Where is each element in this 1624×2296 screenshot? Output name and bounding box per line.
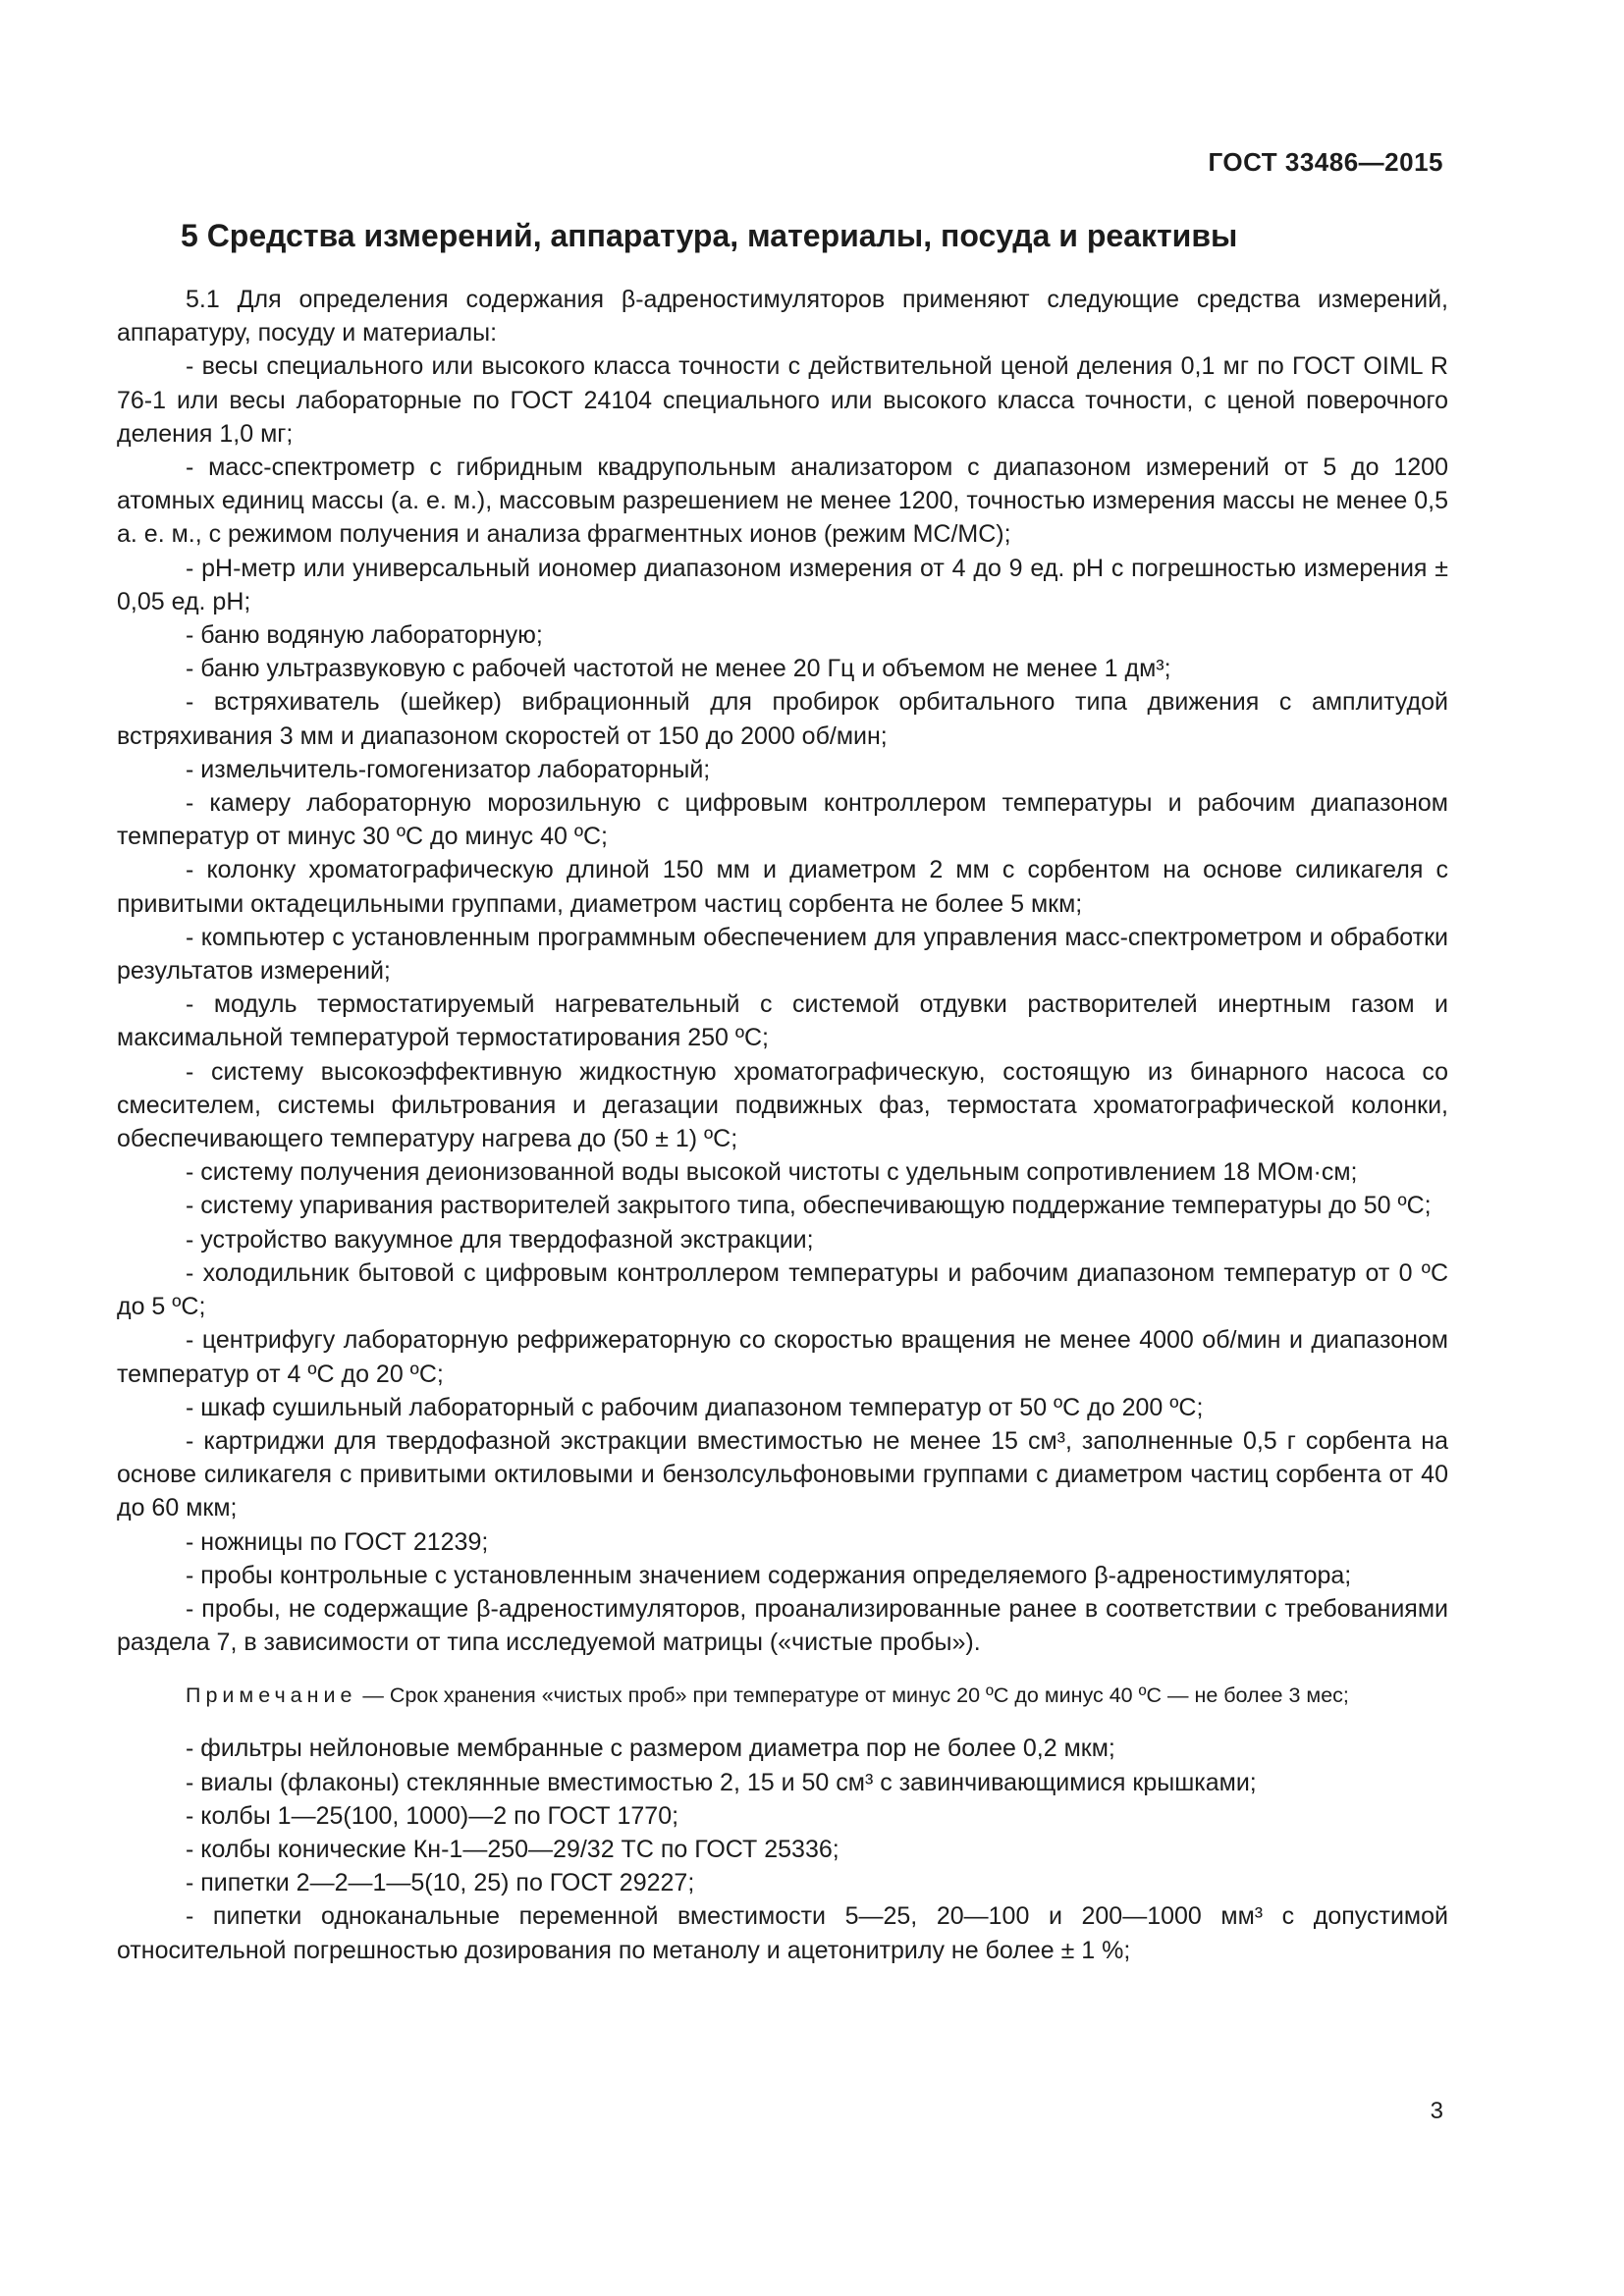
list-item: - систему получения деионизованной воды высокой чистоты с удельным сопротивлением 18 МОм·см; (186, 1158, 1358, 1187)
section-title: 5 Средства измерений, аппаратура, материалы, посуда и реактивы (181, 218, 1238, 253)
list-item: - систему упаривания растворителей закрытого типа, обеспечивающую поддержание температуры до 50 ºС; (186, 1192, 1432, 1220)
list-item: - картриджи для твердофазной экстракции вместимостью не менее 15 см³, заполненные 0,5 г сорбента на основе силикагеля с привитыми октиловыми и бензолсульфоновыми группами с диаметром частиц сорбента от 40 до 60 мкм; (117, 1426, 1448, 1522)
list-item: - пипетки 2—2—1—5(10, 25) по ГОСТ 29227; (186, 1869, 695, 1897)
document-number: ГОСТ 33486—2015 (1208, 147, 1443, 177)
note-label: Примечание (186, 1683, 357, 1708)
list-item: - колонку хроматографическую длиной 150 мм и диаметром 2 мм с сорбентом на основе силикагеля с привитыми октадецильными группами, диаметром частиц сорбента не более 5 мкм; (117, 856, 1448, 918)
list-item: - центрифугу лабораторную рефрижераторную со скоростью вращения не менее 4000 об/мин и диапазоном температур от 4 ºС до 20 ºС; (117, 1326, 1448, 1388)
list-item: - масс-спектрометр с гибридным квадрупольным анализатором с диапазоном измерений от 5 до 1200 атомных единиц массы (а. е. м.), массовым разрешением не менее 1200, точностью измерения массы не менее 0,5 а. е. м., с режимом получения и анализа фрагментных ионов (режим МС/МС); (117, 454, 1448, 549)
list-item: - pH-метр или универсальный иономер диапазоном измерения от 4 до 9 ед. pH с погрешностью измерения ± 0,05 ед. pH; (117, 554, 1448, 615)
list-item: - фильтры нейлоновые мембранные с размером диаметра пор не более 0,2 мкм; (186, 1735, 1115, 1763)
paragraph: 5.1 Для определения содержания β-адреностимуляторов применяют следующие средства измерений, аппаратуру, посуду и материалы: (117, 286, 1448, 347)
list-item: - устройство вакуумное для твердофазной экстракции; (186, 1225, 814, 1254)
note-text: — Срок хранения «чистых проб» при температуре от минус 20 ºС до минус 40 ºС — не более 3 мес; (356, 1683, 1349, 1708)
list-item: - пробы, не содержащие β-адреностимуляторов, проанализированные ранее в соответствии с требованиями раздела 7, в зависимости от типа исследуемой матрицы («чистые пробы»). (117, 1594, 1448, 1657)
list-item: - виалы (флаконы) стеклянные вместимостью 2, 15 и 50 см³ с завинчивающимися крышками; (186, 1768, 1257, 1796)
list-item: - встряхиватель (шейкер) вибрационный для пробирок орбитального типа движения с амплитудой встряхивания 3 мм и диапазоном скоростей от 150 до 2000 об/мин; (117, 688, 1448, 750)
list-item: - пробы контрольные с установленным значением содержания определяемого β-адреностимулятора; (186, 1561, 1352, 1589)
list-item: - ножницы по ГОСТ 21239; (186, 1527, 489, 1556)
list-item: - баню водяную лабораторную; (186, 621, 543, 650)
list-item: - измельчитель-гомогенизатор лабораторный; (186, 755, 711, 783)
document-body (117, 283, 1448, 1967)
list-item: - весы специального или высокого класса точности с действительной ценой деления 0,1 мг по ГОСТ OIML R 76-1 или весы лабораторные по ГОСТ 24104 специального или высокого класса точности, с ценой поверочного деления 1,0 мг; (117, 352, 1448, 448)
list-item: - шкаф сушильный лабораторный с рабочим диапазоном температур от 50 ºС до 200 ºС; (186, 1393, 1204, 1421)
list-item: - колбы конические Кн-1—250—29/32 ТС по ГОСТ 25336; (186, 1835, 839, 1863)
list-item: - холодильник бытовой с цифровым контроллером температуры и рабочим диапазоном температур от 0 ºС до 5 ºС; (117, 1258, 1448, 1321)
list-item: - модуль термостатируемый нагревательный с системой отдувки растворителей инертным газом и максимальной температурой термостатирования 250 ºС; (117, 990, 1448, 1052)
list-item: - колбы 1—25(100, 1000)—2 по ГОСТ 1770; (186, 1801, 679, 1830)
list-item: - камеру лабораторную морозильную с цифровым контроллером температуры и рабочим диапазоном температур от минус 30 ºС до минус 40 ºС; (117, 789, 1448, 851)
note (117, 1681, 1448, 1710)
list-item: - баню ультразвуковую с рабочей частотой не менее 20 Гц и объемом не менее 1 дм³; (186, 655, 1171, 683)
page-number: 3 (1430, 2098, 1443, 2124)
list-item: - пипетки одноканальные переменной вместимости 5—25, 20—100 и 200—1000 мм³ с допустимой относительной погрешностью дозирования по метанолу и ацетонитрилу не более ± 1 %; (117, 1902, 1448, 1964)
list-item: - систему высокоэффективную жидкостную хроматографическую, состоящую из бинарного насоса со смесителем, системы фильтрования и дегазации подвижных фаз, термостата хроматографической колонки, обеспечивающего температуру нагрева до (50 ± 1) ºС; (117, 1057, 1448, 1153)
list-item: - компьютер с установленным программным обеспечением для управления масс-спектрометром и обработки результатов измерений; (117, 923, 1448, 986)
